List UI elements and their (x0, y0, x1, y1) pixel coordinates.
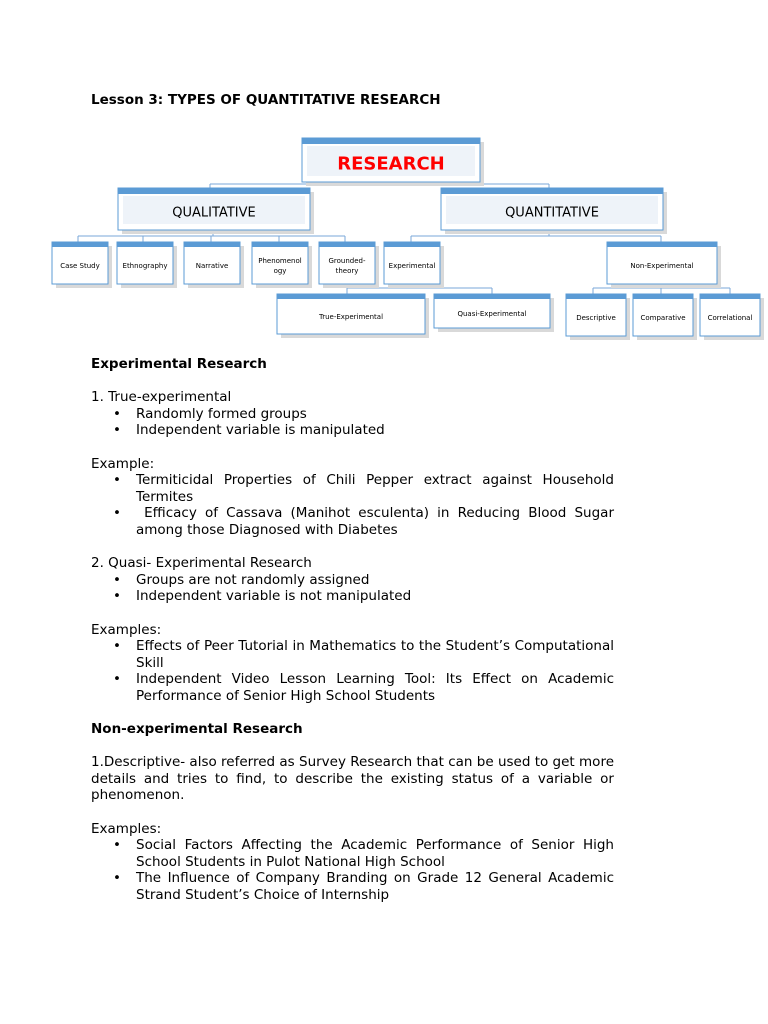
qualitative-type-node (319, 242, 379, 288)
box-band (118, 188, 310, 194)
box-band (184, 242, 240, 247)
list-item: • Social Factors Affecting the Academic Performance of Senior High School Students in Pulot National High School (113, 837, 614, 870)
box-band (633, 294, 693, 299)
node-label: Descriptive (576, 313, 616, 322)
qualitative-type-node (52, 242, 112, 288)
true-experimental-bullets (91, 406, 614, 439)
box-band (117, 242, 173, 247)
node-label: Ethnography (122, 261, 168, 270)
node-label: Experimental (388, 261, 436, 270)
experimental-section (91, 356, 619, 704)
descriptive-examples (91, 837, 614, 903)
examples-label: Examples: (91, 621, 162, 638)
quantitative-node (441, 188, 667, 234)
node-label: Narrative (195, 261, 229, 270)
quasi-experimental-examples (91, 638, 614, 704)
box-band (566, 294, 626, 299)
descriptive-paragraph: 1.Descriptive- also referred as Survey Research that can be used to get more details and tries to find, to describe the existing status of a variable or phenomenon. (91, 754, 614, 804)
box-band (700, 294, 760, 299)
node-label: Comparative (640, 313, 686, 322)
box-band (607, 242, 717, 247)
list-item: • Independent Video Lesson Learning Tool: Its Effect on Academic Performance of Senior High School Students (113, 671, 614, 704)
node-label: QUALITATIVE (172, 205, 256, 221)
non-experimental-type-node (566, 294, 630, 340)
qualitative-type-node (252, 242, 312, 288)
node-label: Grounded- (328, 256, 366, 265)
example-label: Example: (91, 455, 155, 472)
list-item: • Effects of Peer Tutorial in Mathematics to the Student’s Computational Skill (113, 638, 614, 671)
non-experimental-type-node (633, 294, 697, 340)
true-experimental-examples (91, 472, 619, 538)
node-label: RESEARCH (337, 153, 445, 175)
node-label: Non-Experimental (630, 261, 694, 270)
box-band (252, 242, 308, 247)
lesson-title: Lesson 3: TYPES OF QUANTITATIVE RESEARCH (91, 92, 441, 108)
node-label: Quasi-Experimental (457, 309, 527, 318)
node-label: True-Experimental (318, 312, 384, 321)
experimental-node (384, 242, 444, 288)
non-experimental-section (91, 721, 614, 904)
list-item: • Independent variable is not manipulated (113, 588, 412, 605)
box-band (441, 188, 663, 194)
list-item: • Efficacy of Cassava (Manihot esculenta) in Reducing Blood Sugar among those Diagnosed with Diabetes (113, 505, 619, 538)
box-band (319, 242, 375, 247)
list-item: • The Influence of Company Branding on Grade 12 General Academic Strand Student’s Choice of Internship (113, 870, 614, 903)
experimental-heading: Experimental Research (91, 356, 267, 372)
node-label: Phenomenol (258, 256, 302, 265)
qualitative-type-node (184, 242, 244, 288)
node-label: Case Study (60, 261, 100, 270)
list-item: • Randomly formed groups (113, 405, 307, 422)
non-experimental-type-node (700, 294, 764, 340)
qualitative-node (118, 188, 314, 234)
quasi-experimental-bullets (91, 572, 614, 605)
node-label: ogy (273, 266, 287, 275)
true-experimental-title: 1. True-experimental (91, 389, 232, 406)
true-experimental-node (277, 294, 429, 338)
non-experimental-heading: Non-experimental Research (91, 721, 303, 737)
box-band (52, 242, 108, 247)
list-item: • Groups are not randomly assigned (113, 571, 370, 588)
box-band (434, 294, 550, 299)
quasi-experimental-title: 2. Quasi- Experimental Research (91, 555, 312, 572)
box-band (384, 242, 440, 247)
list-item: • Termiticidal Properties of Chili Pepper extract against Household Termites (113, 472, 614, 505)
non-experimental-node (607, 242, 721, 288)
research-node (302, 138, 484, 186)
box-band (277, 294, 425, 299)
list-item: • Independent variable is manipulated (113, 422, 385, 439)
node-label: theory (335, 266, 359, 275)
quasi-experimental-node (434, 294, 554, 332)
node-label: Correlational (707, 313, 753, 322)
node-label: QUANTITATIVE (505, 205, 599, 221)
box-band (302, 138, 480, 144)
research-types-diagram (0, 128, 768, 340)
examples-label: Examples: (91, 820, 162, 837)
qualitative-type-node (117, 242, 177, 288)
